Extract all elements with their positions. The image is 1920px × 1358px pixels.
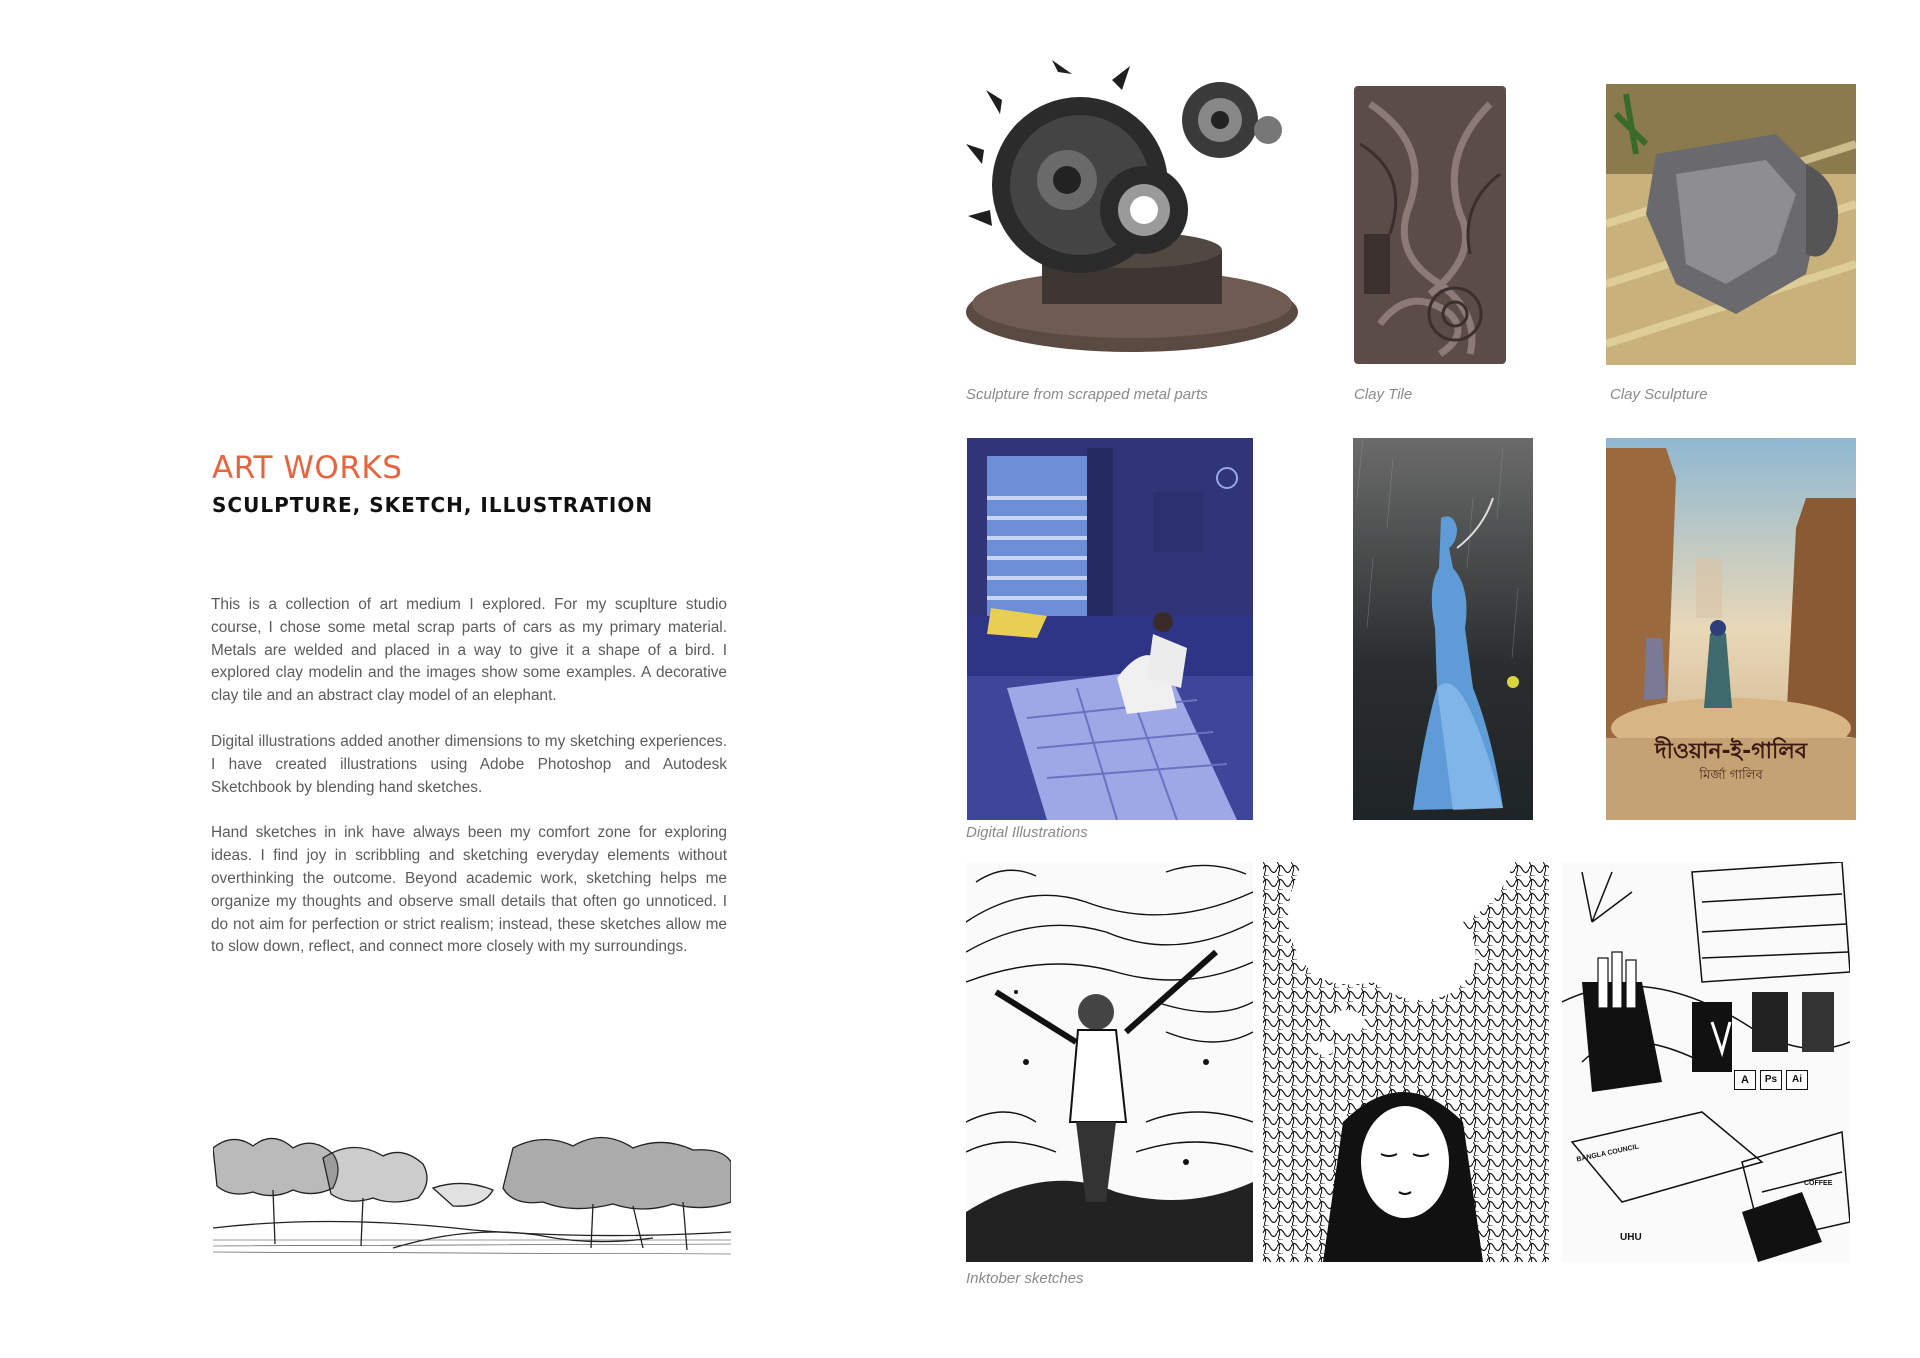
caption-inktober: Inktober sketches	[966, 1270, 1084, 1287]
inktober-sketch-arms-image	[966, 862, 1253, 1262]
app-badge-a: A	[1734, 1070, 1756, 1090]
paragraph-digital: Digital illustrations added another dimensions to my sketching experiences. I have created illustrations using Adobe Photoshop and Autodesk Sketchbook by blending hand sketches.	[211, 732, 727, 796]
inktober-sketch-desk-image	[1562, 862, 1850, 1262]
council-label: BANGLA COUNCIL	[1575, 1143, 1640, 1164]
page-subtitle: SCULPTURE, SKETCH, ILLUSTRATION	[212, 493, 654, 517]
paragraph-sketches: Hand sketches in ink have always been my comfort zone for exploring ideas. I find joy in scribbling and sketching everyday elements without overthinking the outcome. Beyond academic work, sketching helps me organize my thoughts and observe small details that often go unnoticed. I do not aim for perfection or strict realism; instead, these sketches allow me to slow down, reflect, and connect more closely with my surroundings.	[211, 824, 727, 956]
book-title: দীওয়ান-ই-গালিব	[1655, 739, 1807, 764]
inktober-sketch-girl-image	[1263, 862, 1549, 1262]
app-badge-ai: Ai	[1786, 1070, 1808, 1090]
caption-digital-illustrations: Digital Illustrations	[966, 824, 1088, 841]
clay-tile-image	[1350, 84, 1510, 366]
caption-clay-sculpture: Clay Sculpture	[1610, 386, 1708, 403]
description	[211, 594, 727, 982]
paragraph-sculpture: This is a collection of art medium I explored. For my scuplture studio course, I chose some metal scrap parts of cars as my primary material. Metals are welded and placed in a way to give it a shape of a bird. I explored clay modelin and the images show some examples. A decorative clay tile and an abstract clay model of an elephant.	[211, 596, 727, 705]
app-badge-ps: Ps	[1760, 1070, 1782, 1090]
caption-metal-sculpture: Sculpture from scrapped metal parts	[966, 386, 1208, 403]
book-cover-illustration-image	[1606, 438, 1856, 820]
coffee-label: COFFEE	[1804, 1180, 1833, 1187]
page-title: ART WORKS	[212, 450, 403, 486]
digital-illustration-room-image	[967, 438, 1253, 820]
clay-sculpture-image	[1606, 84, 1856, 365]
uhu-label: UHU	[1620, 1232, 1642, 1243]
caption-clay-tile: Clay Tile	[1354, 386, 1413, 403]
digital-illustration-rain-image	[1353, 438, 1533, 820]
landscape-sketch-image	[213, 1128, 731, 1258]
metal-sculpture-image	[962, 60, 1302, 370]
book-author: মির্জা গালিব	[1699, 768, 1763, 783]
